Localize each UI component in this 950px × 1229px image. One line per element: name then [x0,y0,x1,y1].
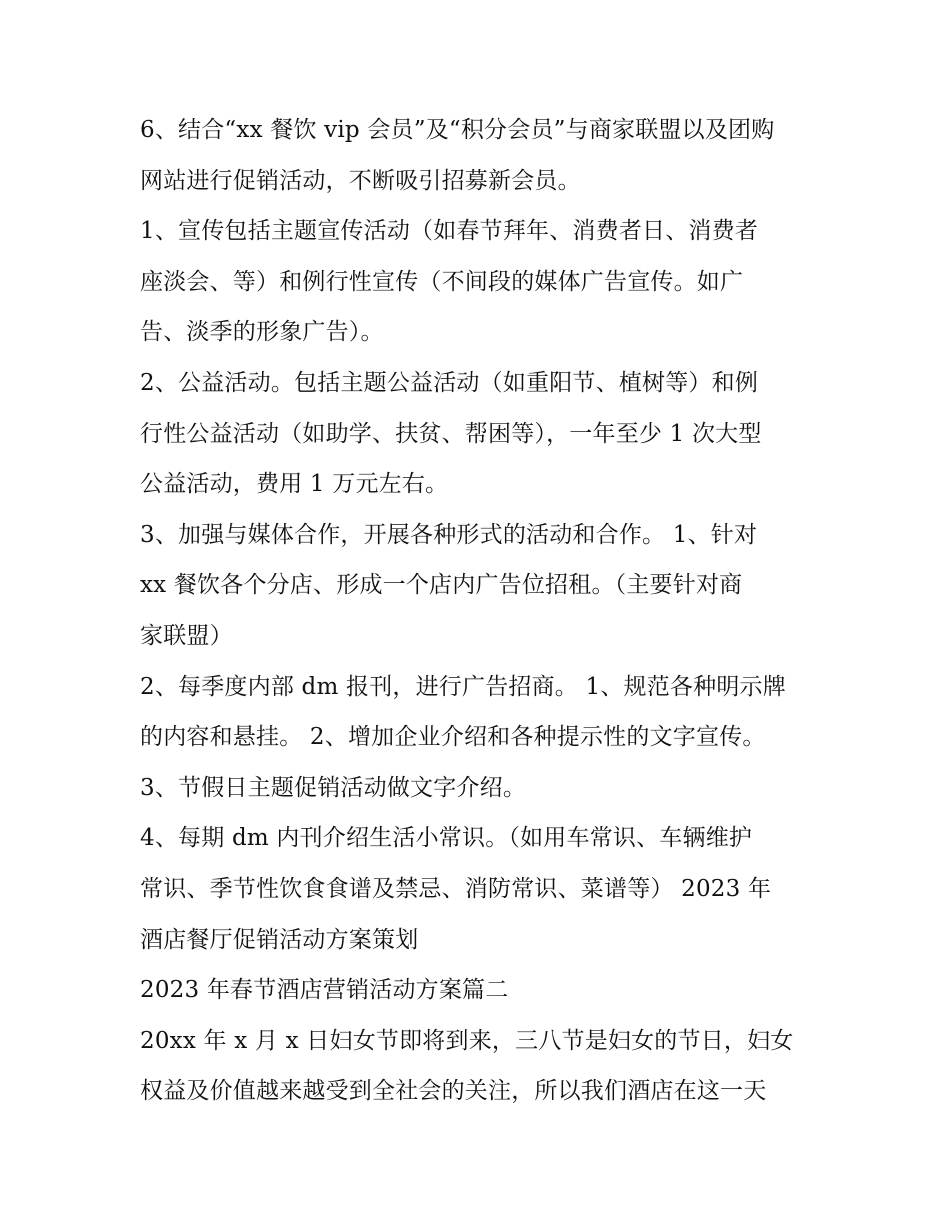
text-line: 3、加强与媒体合作，开展各种形式的活动和合作。 1、针对 [140,521,758,548]
text-line: 2、每季度内部 dm 报刊，进行广告招商。 1、规范各种明示牌 [140,673,786,700]
text-line: 3、节假日主题促销活动做文字介绍。 [140,774,527,801]
text-line: 的内容和悬挂。 2、增加企业介绍和各种提示性的文字宣传。 [140,724,766,751]
text-line: 公益活动，费用 1 万元左右。 [140,471,449,498]
text-line: 行性公益活动（如助学、扶贫、帮困等），一年至少 1 次大型 [140,420,762,447]
text-line: 4、每期 dm 内刊介绍生活小常识。（如用车常识、车辆维护 [140,825,753,852]
text-line: 20xx 年 x 月 x 日妇女节即将到来，三八节是妇女的节日，妇女 [140,1027,794,1054]
text-line: 酒店餐厅促销活动方案策划 [140,926,419,953]
text-line: 1、宣传包括主题宣传活动（如春节拜年、消费者日、消费者 [140,218,759,245]
text-line: 座淡会、等）和例行性宣传（不间段的媒体广告宣传。如广 [140,268,744,295]
text-line: 网站进行促销活动，不断吸引招募新会员。 [140,167,581,194]
text-line: 权益及价值越来越受到全社会的关注，所以我们酒店在这一天 [140,1078,767,1105]
text-line: 6、结合“xx 餐饮 vip 会员”及“积分会员”与商家联盟以及团购 [140,117,775,143]
text-line: 家联盟） [140,622,233,649]
document-page [140,105,820,1117]
text-line: xx 餐饮各个分店、形成一个店内广告位招租。（主要针对商 [140,572,743,599]
text-line: 常识、季节性饮食食谱及禁忌、消防常识、菜谱等） 2023 年 [140,875,772,902]
text-line: 2、公益活动。包括主题公益活动（如重阳节、植树等）和例 [140,369,759,396]
section-heading: 2023 年春节酒店营销活动方案篇二 [140,977,509,1004]
text-line: 告、淡季的形象广告）。 [140,319,384,346]
